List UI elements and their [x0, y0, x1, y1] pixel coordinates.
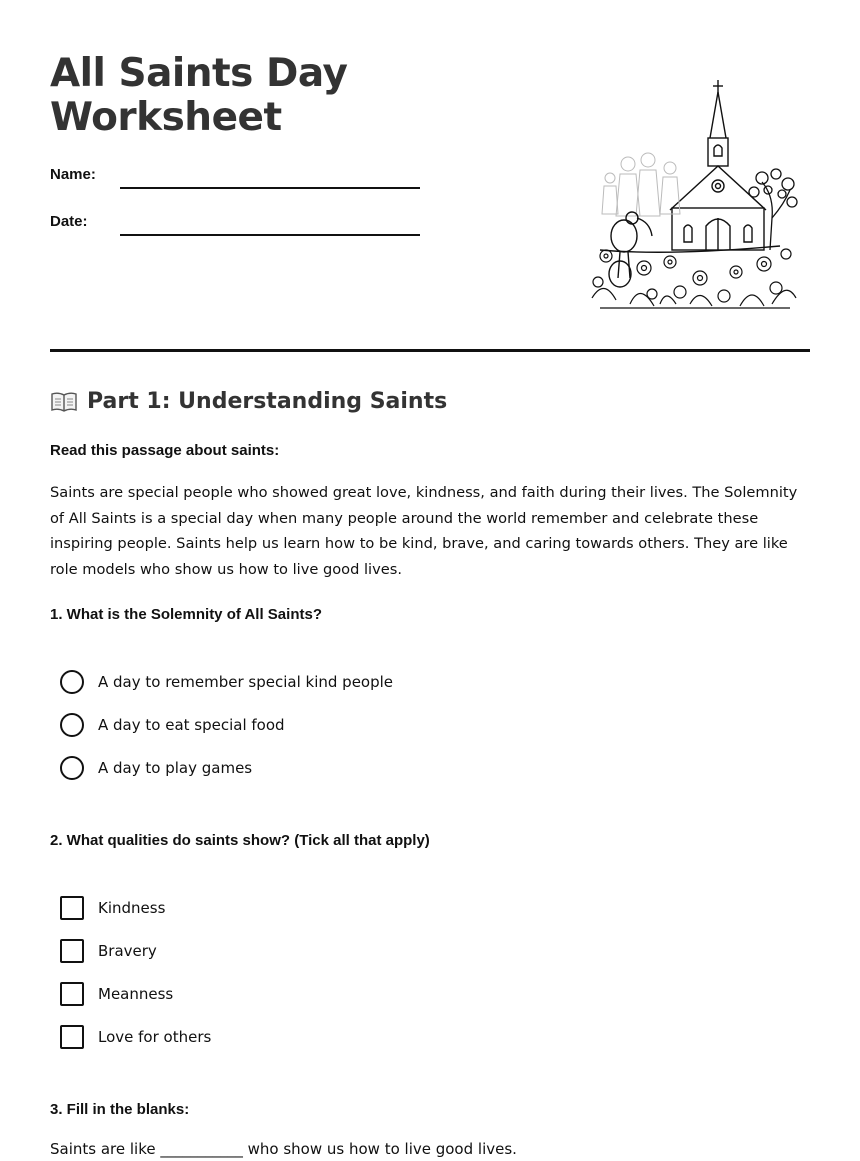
name-field[interactable] [120, 187, 420, 189]
page-title [50, 52, 470, 140]
church-illustration-icon [540, 78, 800, 318]
fill-in-sentence: Saints are like ___________ who show us how to live good lives. [50, 1140, 517, 1158]
option-label: A day to play games [98, 759, 253, 777]
title-line-1: All Saints Day [50, 51, 348, 96]
q1-option-1[interactable] [60, 670, 393, 694]
radio-button[interactable] [60, 670, 84, 694]
date-field[interactable] [120, 234, 420, 236]
radio-button[interactable] [60, 756, 84, 780]
part1-heading [50, 389, 447, 414]
name-label: Name: [50, 166, 96, 183]
radio-button[interactable] [60, 713, 84, 737]
option-label: A day to eat special food [98, 716, 285, 734]
checkbox[interactable] [60, 982, 84, 1006]
q1-option-3[interactable] [60, 756, 252, 780]
option-label: Love for others [98, 1028, 212, 1046]
option-label: Meanness [98, 985, 174, 1003]
question-2: 2. What qualities do saints show? (Tick all that apply) [50, 832, 430, 849]
checkbox[interactable] [60, 1025, 84, 1049]
date-label: Date: [50, 213, 88, 230]
option-label: Kindness [98, 899, 166, 917]
section-divider [50, 349, 810, 352]
option-label: Bravery [98, 942, 157, 960]
title-line-2: Worksheet [50, 95, 282, 140]
q2-option-4[interactable] [60, 1025, 211, 1049]
passage-text: Saints are special people who showed great love, kindness, and faith during their lives. The Solemnity of All Saints is a special day when many people around the world remember and celebrate these inspiring people. Saints help us learn how to be kind, brave, and caring towards others. They are like role models who show us how to live good lives. [50, 484, 798, 578]
checkbox[interactable] [60, 939, 84, 963]
q2-option-3[interactable] [60, 982, 173, 1006]
open-book-icon [50, 391, 78, 413]
q2-option-1[interactable] [60, 896, 165, 920]
option-label: A day to remember special kind people [98, 673, 394, 691]
passage-instruction: Read this passage about saints: [50, 442, 280, 459]
checkbox[interactable] [60, 896, 84, 920]
q1-option-2[interactable] [60, 713, 285, 737]
question-3: 3. Fill in the blanks: [50, 1101, 190, 1118]
question-1: 1. What is the Solemnity of All Saints? [50, 606, 322, 623]
part1-title: Part 1: Understanding Saints [87, 389, 448, 414]
q2-option-2[interactable] [60, 939, 157, 963]
worksheet-page [50, 0, 810, 1161]
